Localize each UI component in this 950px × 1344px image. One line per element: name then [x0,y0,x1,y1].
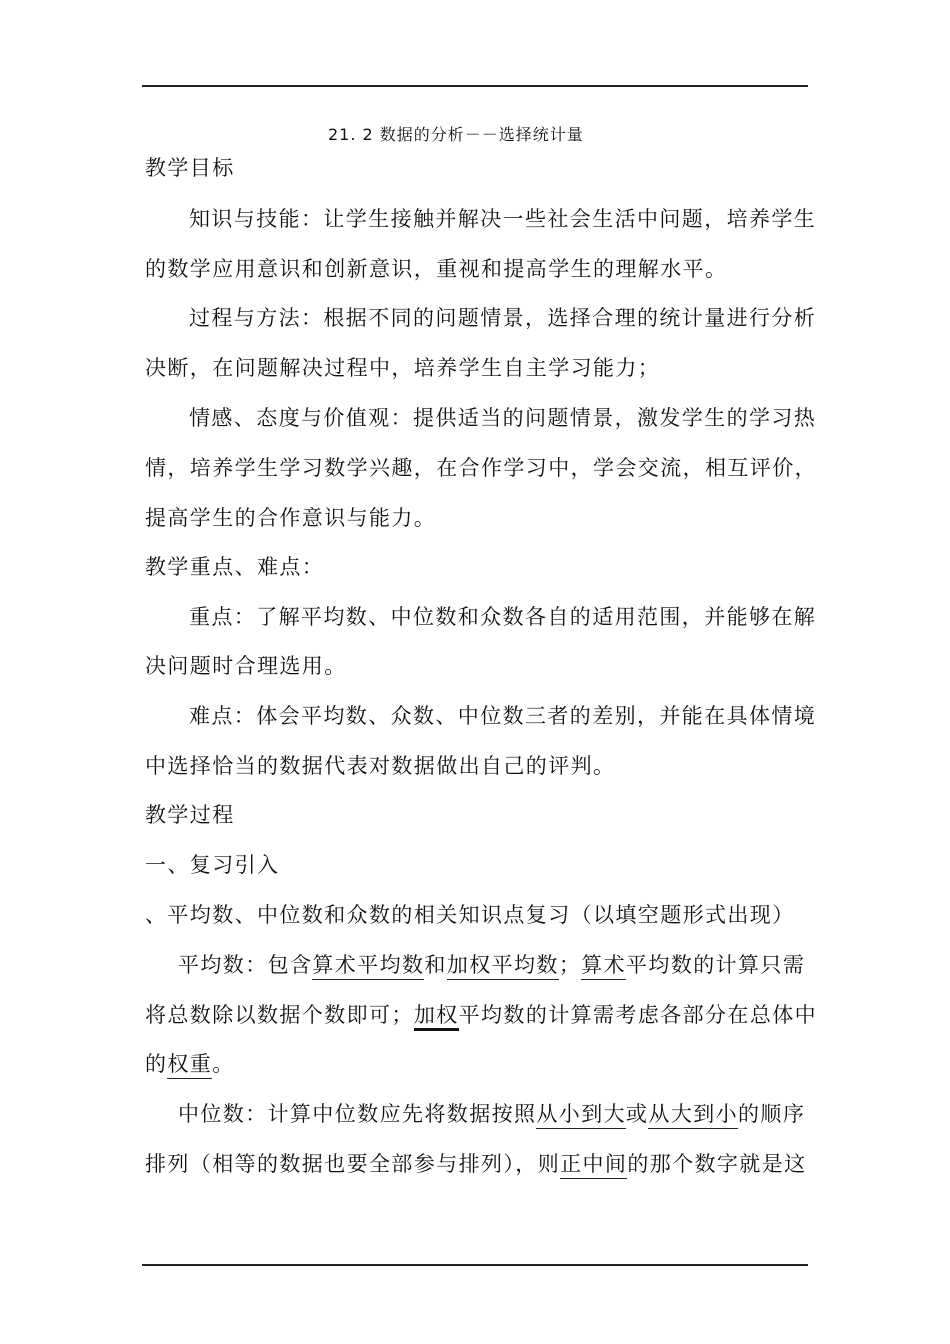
text-run: 中位数：计算中位数应先将数据按照 [178,1102,537,1126]
paragraph-line: 重点：了解平均数、中位数和众数各自的适用范围，并能够在解 [189,605,817,629]
heading-key-points: 教学重点、难点： [145,555,325,579]
paragraph-line: 难点：体会平均数、众数、中位数三者的差别，并能在具体情境 [189,704,817,728]
paragraph-line [145,1150,815,1178]
header-rule [142,85,808,87]
fill-blank-answer: 权重 [167,1052,212,1079]
paragraph-line [178,951,848,979]
text-run: 平均数的计算需考虑各部分在总体中 [458,1003,818,1027]
text-run: 的顺序 [738,1102,806,1126]
heading-teaching-process: 教学过程 [145,803,235,827]
text-run: 平均数：包含 [178,953,313,977]
text-run: ； [558,953,582,977]
paragraph-line: 过程与方法：根据不同的问题情景，选择合理的统计量进行分析 [189,306,817,330]
paragraph-line [145,1001,818,1029]
footer-rule [142,1264,808,1266]
fill-blank-answer: 算术 [581,953,626,980]
paragraph-line: 知识与技能：让学生接触并解决一些社会生活中问题，培养学生 [189,207,817,231]
fill-blank-answer: 算术平均数 [312,953,424,980]
text-run: 将总数除以数据个数即可； [145,1003,414,1027]
fill-blank-answer: 正中间 [560,1152,627,1179]
paragraph-line: 提高学生的合作意识与能力。 [145,506,437,530]
paragraph-line: 决问题时合理选用。 [145,654,347,678]
paragraph-line: 决断，在问题解决过程中，培养学生自主学习能力； [145,356,661,380]
paragraph-line [145,1050,815,1078]
paragraph-line: 、平均数、中位数和众数的相关知识点复习（以填空题形式出现） [145,903,795,927]
text-run: 的那个数字就是这 [627,1152,807,1176]
document-title: 21. 2 数据的分析－－选择统计量 [328,125,584,144]
fill-blank-answer: 加权 [414,1003,459,1031]
text-run: 平均数的计算只需 [626,953,806,977]
fill-blank-answer: 从大到小 [648,1102,738,1129]
paragraph-line [178,1100,848,1128]
text-run: 的 [145,1052,168,1076]
fill-blank-answer: 加权平均数 [447,953,559,980]
paragraph-line: 情，培养学生学习数学兴趣，在合作学习中，学会交流，相互评价， [145,456,817,480]
text-run: 排列（相等的数据也要全部参与排列），则 [145,1152,561,1176]
paragraph-line: 情感、态度与价值观：提供适当的问题情景，激发学生的学习热 [189,406,817,430]
paragraph-line: 的数学应用意识和创新意识，重视和提高学生的理解水平。 [145,257,728,281]
paragraph-line: 中选择恰当的数据代表对数据做出自己的评判。 [145,754,616,778]
heading-teaching-goals: 教学目标 [145,156,235,180]
text-run: 和 [424,953,447,977]
heading-review: 一、复习引入 [145,853,280,877]
fill-blank-answer: 从小到大 [536,1102,626,1129]
text-run: 。 [212,1052,235,1076]
text-run: 或 [626,1102,649,1126]
